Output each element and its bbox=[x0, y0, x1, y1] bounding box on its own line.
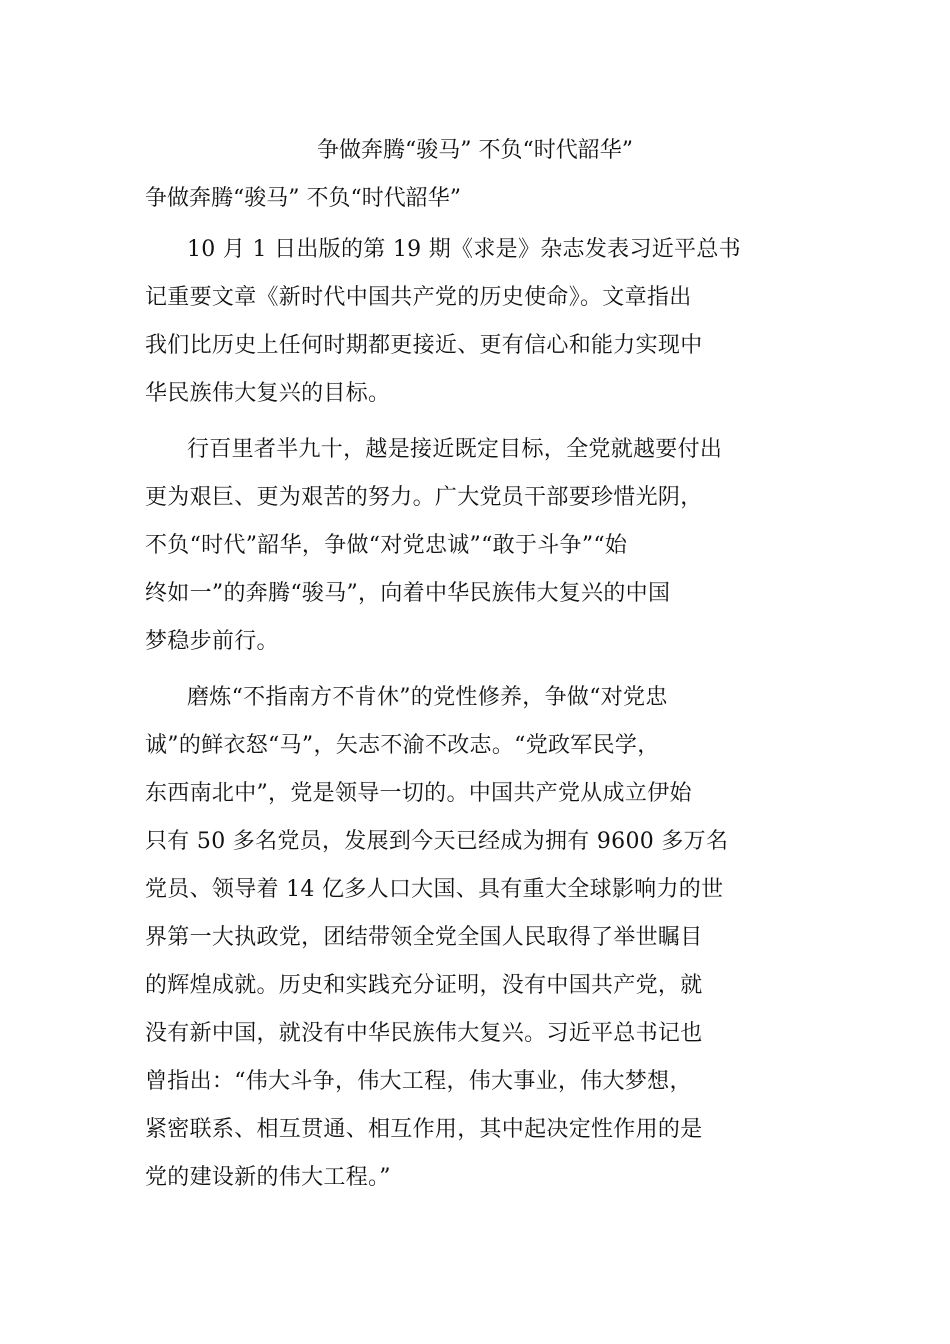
page-subtitle: 争做奔腾“骏马” 不负“时代韶华” bbox=[145, 186, 461, 211]
paragraph-1 bbox=[145, 226, 810, 418]
paragraph-line: 10 月 1 日出版的第 19 期《求是》杂志发表习近平总书 bbox=[187, 237, 741, 262]
paragraph-line: 记重要文章《新时代中国共产党的历史使命》。文章指出 bbox=[145, 285, 692, 310]
paragraph-line: 党的建设新的伟大工程。” bbox=[145, 1165, 391, 1190]
paragraph-line: 不负“时代”韶华，争做“对党忠诚”“敢于斗争”“始 bbox=[145, 533, 628, 558]
paragraph-line: 终如一”的奔腾“骏马”，向着中华民族伟大复兴的中国 bbox=[145, 581, 671, 606]
paragraph-line: 只有 50 多名党员，发展到今天已经成为拥有 9600 多万名 bbox=[145, 829, 729, 854]
paragraph-line: 曾指出：“伟大斗争，伟大工程，伟大事业，伟大梦想， bbox=[145, 1069, 692, 1094]
paragraph-line: 梦稳步前行。 bbox=[145, 629, 279, 654]
paragraph-line: 更为艰巨、更为艰苦的努力。广大党员干部要珍惜光阴， bbox=[145, 485, 703, 510]
paragraph-2 bbox=[145, 426, 810, 666]
paragraph-line: 没有新中国，就没有中华民族伟大复兴。习近平总书记也 bbox=[145, 1021, 703, 1046]
paragraph-line: 的辉煌成就。历史和实践充分证明，没有中国共产党，就 bbox=[145, 973, 703, 998]
paragraph-line: 界第一大执政党，团结带领全党全国人民取得了举世瞩目 bbox=[145, 925, 703, 950]
paragraph-line: 诚”的鲜衣怒“马”，矢志不渝不改志。“党政军民学， bbox=[145, 733, 660, 758]
paragraph-3 bbox=[145, 674, 810, 1202]
page-title: 争做奔腾“骏马” 不负“时代韶华” bbox=[317, 138, 633, 163]
paragraph-line: 行百里者半九十，越是接近既定目标，全党就越要付出 bbox=[187, 437, 723, 462]
paragraph-line: 磨炼“不指南方不肯休”的党性修养，争做“对党忠 bbox=[187, 685, 668, 710]
paragraph-line: 东西南北中”，党是领导一切的。中国共产党从成立伊始 bbox=[145, 781, 692, 806]
paragraph-line: 我们比历史上任何时期都更接近、更有信心和能力实现中 bbox=[145, 333, 703, 358]
paragraph-line: 紧密联系、相互贯通、相互作用，其中起决定性作用的是 bbox=[145, 1117, 703, 1142]
paragraph-line: 党员、领导着 14 亿多人口大国、具有重大全球影响力的世 bbox=[145, 877, 724, 902]
article-body bbox=[145, 226, 810, 1210]
paragraph-line: 华民族伟大复兴的目标。 bbox=[145, 381, 391, 406]
